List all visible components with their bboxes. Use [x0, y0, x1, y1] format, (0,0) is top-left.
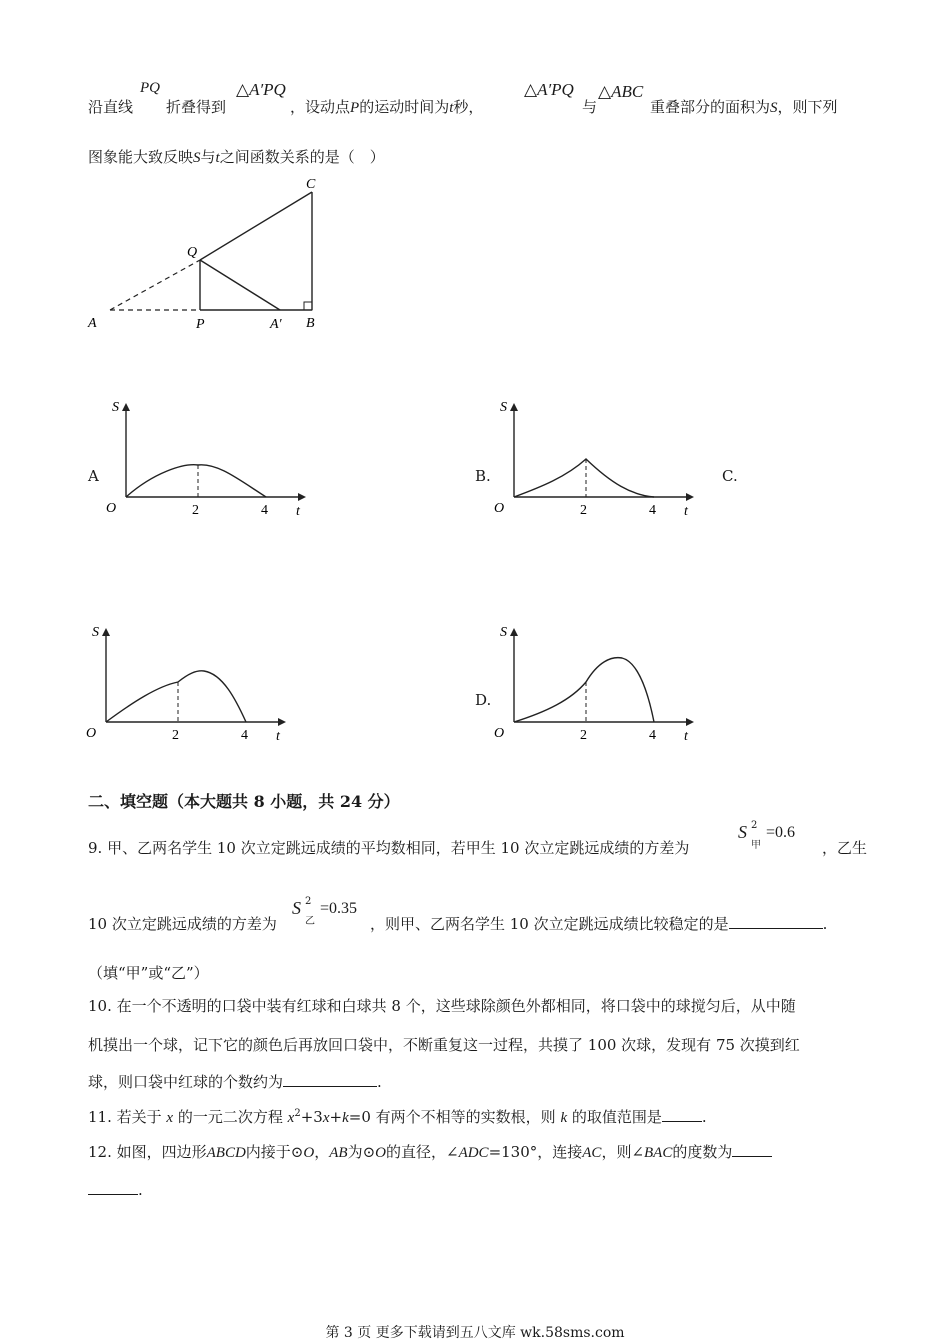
q8-text-fold: 折叠得到	[166, 98, 227, 116]
q10-line-2: 机摸出一个球，记下它的颜色后再放回口袋中，不断重复这一过程，共摸了 100 次球，发现有 75 次摸到红	[88, 1036, 800, 1054]
graph-d	[486, 620, 701, 750]
s-yi-sup: 2	[305, 896, 312, 907]
s-yi-value: =0.35	[320, 900, 358, 917]
axis-s-a: S	[112, 400, 119, 415]
q9-answer-blank[interactable]	[729, 914, 823, 929]
q9-line-3: （填“甲”或“乙”）	[88, 964, 209, 982]
s-yi-symbol: S	[292, 898, 301, 918]
s-yi-sub: 乙	[305, 916, 315, 927]
q8-text-and: 与	[582, 98, 598, 116]
graph-a	[98, 395, 313, 525]
triangle-figure	[80, 170, 340, 340]
tick-4-a: 4	[261, 503, 268, 518]
origin-a: O	[106, 501, 117, 516]
s-jia-symbol: S	[738, 822, 747, 842]
axis-s-d: S	[500, 625, 507, 640]
tick-4-b: 4	[649, 503, 656, 518]
graph-c	[78, 620, 293, 750]
s-jia-value: =0.6	[766, 824, 796, 841]
q8-line-2: 图象能大致反映S与t之间函数关系的是（ ）	[88, 148, 385, 166]
label-a-prime: A′	[270, 317, 282, 332]
option-b-label[interactable]: B.	[475, 467, 491, 485]
tick-2-c: 2	[172, 728, 179, 743]
segment-qc	[200, 192, 312, 260]
axis-t-a: t	[296, 504, 300, 519]
triangle-a-prime-pq-2: △A′PQ	[524, 80, 574, 99]
graph-b	[486, 395, 701, 525]
q12-line-2: .	[88, 1180, 143, 1199]
origin-b: O	[494, 501, 505, 516]
q8-text-overlap: 重叠部分的面积为S，则下列	[650, 98, 838, 116]
label-c: C	[306, 177, 316, 192]
s-jia-sup: 2	[751, 820, 758, 831]
dashed-aq	[110, 260, 200, 310]
origin-d: O	[494, 726, 505, 741]
q12-line: 12. 如图，四边形ABCD内接于⊙O，AB为⊙O的直径，∠ADC=130°，连接AC，则∠BAC的度数为	[88, 1141, 772, 1162]
triangle-a-prime-pq: △A′PQ	[236, 80, 286, 99]
q10-line-3: 球，则口袋中红球的个数约为 .	[88, 1073, 382, 1091]
q12-answer-blank-2[interactable]	[88, 1180, 138, 1195]
option-a-label[interactable]: A	[88, 467, 99, 485]
q10-line-1: 10. 在一个不透明的口袋中装有红球和白球共 8 个，这些球除颜色外都相同，将口袋中的球搅匀后，从中随	[88, 997, 796, 1015]
q11-line: 11. 若关于 x 的一元二次方程 $x^2+3x+k=0$ 有两个不相等的实数根，则 k 的取值范围是 .	[88, 1108, 707, 1126]
page-footer: 第 3 页 更多下载请到五八文库 wk.58sms.com	[325, 1325, 625, 1341]
q9-line-1-suffix: ，乙生	[822, 839, 868, 857]
tick-2-b: 2	[580, 503, 587, 518]
q8-text-moving-point: ，设动点P的运动时间为t秒，	[290, 98, 484, 116]
q11-answer-blank[interactable]	[662, 1107, 702, 1122]
option-d-label[interactable]: D.	[475, 691, 492, 709]
label-p: P	[196, 317, 205, 332]
q8-line-1: 沿直线	[88, 98, 134, 116]
label-b: B	[306, 316, 315, 331]
segment-qa-prime	[200, 260, 280, 310]
label-q: Q	[187, 245, 198, 260]
axis-s-c: S	[92, 625, 99, 640]
axis-t-d: t	[684, 729, 688, 744]
q9-line-1: 9. 甲、乙两名学生 10 次立定跳远成绩的平均数相同，若甲生 10 次立定跳远成绩的方差为	[88, 839, 690, 857]
tick-2-d: 2	[580, 728, 587, 743]
s-jia-sub: 甲	[751, 840, 761, 851]
axis-t-c: t	[276, 729, 280, 744]
q10-answer-blank[interactable]	[283, 1072, 377, 1087]
right-angle-mark	[304, 302, 312, 310]
option-c-label[interactable]: C.	[722, 467, 738, 485]
q12-answer-blank-1[interactable]	[732, 1142, 772, 1157]
triangle-abc: △ABC	[598, 82, 644, 101]
axis-t-b: t	[684, 504, 688, 519]
tick-4-d: 4	[649, 728, 656, 743]
origin-c: O	[86, 726, 97, 741]
tick-4-c: 4	[241, 728, 248, 743]
q9-line-2: 10 次立定跳远成绩的方差为	[88, 915, 277, 933]
tick-2-a: 2	[192, 503, 199, 518]
axis-s-b: S	[500, 400, 507, 415]
section-heading: 二、填空题（本大题共 8 小题，共 24 分）	[88, 792, 400, 811]
label-a: A	[88, 316, 97, 331]
pq-label: PQ	[140, 80, 160, 96]
q9-line-2-suffix: ，则甲、乙两名学生 10 次立定跳远成绩比较稳定的是 .	[370, 915, 828, 933]
